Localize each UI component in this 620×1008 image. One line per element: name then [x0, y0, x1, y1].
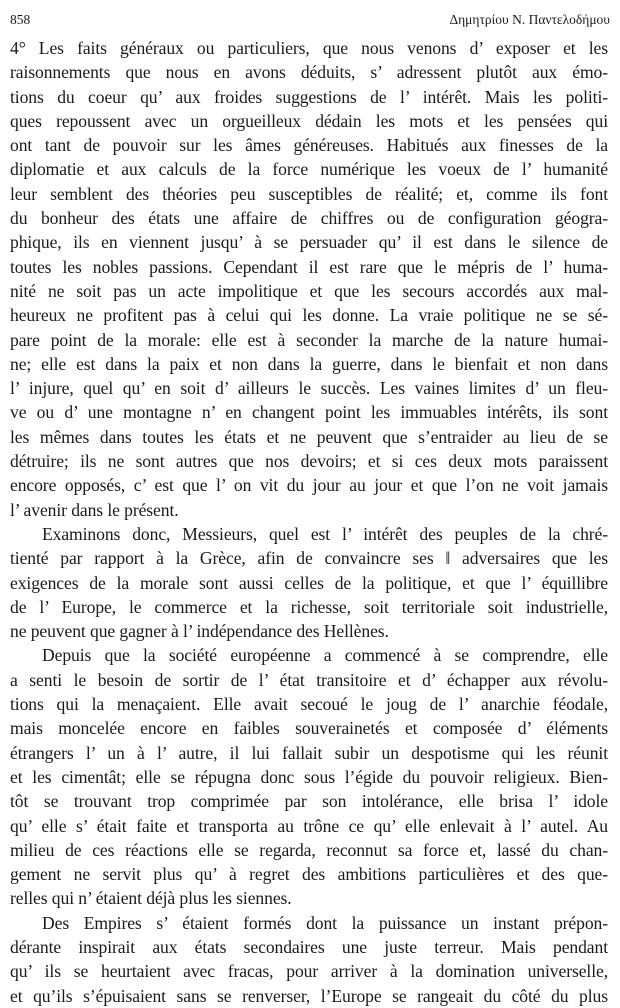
text-line-content: Des Empires s’ étaient formés dont la puissance un instant prépon- — [42, 912, 608, 933]
text-line-content: du bonheur des états une affaire de chiffres ou de configuration géogra- — [10, 208, 608, 229]
text-line — [10, 230, 608, 254]
text-line — [10, 206, 608, 230]
text-line-content: nité ne soit pas un acte impolitique et que les secours accordés aux mal- — [10, 280, 608, 301]
text-line-content: tienté par rapport à la Grèce, afin de convaincre ses ‖ adversaires que les — [10, 548, 608, 569]
text-line — [10, 522, 608, 546]
text-line — [10, 911, 608, 935]
text-line-content: ne; elle est dans la paix et non dans la guerre, dans le bienfait et non dans — [10, 353, 608, 374]
text-line — [10, 36, 608, 60]
paragraph — [10, 911, 608, 1008]
text-line-content: relles qui n’ étaient déjà plus les siennes. — [10, 888, 292, 909]
text-line-content: Depuis que la société européenne a commencé à se comprendre, elle — [42, 645, 608, 666]
paragraph — [10, 522, 608, 643]
text-line — [10, 886, 608, 910]
text-line — [10, 182, 608, 206]
text-line — [10, 449, 608, 473]
text-line — [10, 109, 608, 133]
text-line-content: qu’ elle s’ était faite et transporta au trône ce qu’ elle enlevait à l’ autel. Au — [10, 815, 608, 836]
text-line — [10, 546, 608, 570]
text-line — [10, 862, 608, 886]
text-line-content: de l’ Europe, le commerce et la richesse, soit territoriale soit industrielle, — [10, 596, 608, 617]
text-line-content: étrangers l’ un à l’ autre, il lui fallait subir un despotisme qui les réunit — [10, 742, 608, 763]
text-line — [10, 595, 608, 619]
body-text — [10, 36, 608, 1008]
text-line — [10, 352, 608, 376]
text-line-content: détruire; ils ne sont autres que nos devoirs; et si ces deux mots paraissent — [10, 451, 608, 472]
text-line-content: tions du coeur qu’ aux froides suggestions de l’ intérêt. Mais les politi- — [10, 86, 608, 107]
text-line — [10, 303, 608, 327]
text-line-content: qu’ ils se heurtaient avec fracas, pour arriver à la domination universelle, — [10, 961, 608, 982]
text-line-content: raisonnements que nous en avons déduits, s’ adressent plutôt aux émo- — [10, 62, 608, 83]
text-line-content: toutes les nobles passions. Cependant il est rare que le mépris de l’ huma- — [10, 256, 608, 277]
text-line — [10, 425, 608, 449]
text-line-content: dérante inspirait aux états secondaires une juste terreur. Mais pendant — [10, 936, 608, 957]
paragraph — [10, 643, 608, 910]
text-line — [10, 328, 608, 352]
running-head: Δημητρίου Ν. Παντελοδήμου — [449, 12, 610, 27]
text-line-content: mais moncelée encore en faibles souverainetés et composée d’ éléments — [10, 718, 608, 739]
text-line-content: gement ne servit plus qu’ à regret des ambitions particulières et des que- — [10, 864, 608, 885]
paragraph — [10, 36, 608, 522]
text-line — [10, 668, 608, 692]
text-line-content: leur semblent des théories peu susceptibles de réalité; et, comme ils font — [10, 183, 608, 204]
text-line-content: heureux ne profitent pas à celui qui les donne. La vraie politique ne se sé- — [10, 305, 608, 326]
text-line-content: phique, ils en viennent jusqu’ à se persuader qu’ il est dans le silence de — [10, 232, 608, 253]
text-line-content: et qu’ils s’épuisaient sans se renverser, l’Europe se rangeait du côté du plus — [10, 985, 608, 1006]
text-line — [10, 85, 608, 109]
text-line — [10, 716, 608, 740]
page-number: 858 — [10, 12, 31, 27]
text-line-content: Examinons donc, Messieurs, quel est l’ intérêt des peuples de la chré- — [42, 523, 608, 544]
text-line — [10, 692, 608, 716]
text-line — [10, 400, 608, 424]
text-line — [10, 157, 608, 181]
text-line — [10, 498, 608, 522]
text-line-content: tions qui la menaçaient. Elle avait secoué le joug de l’ anarchie féodale, — [10, 694, 608, 715]
text-line — [10, 741, 608, 765]
text-line-content: ne peuvent que gagner à l’ indépendance des Hellènes. — [10, 621, 389, 642]
text-line-content: ques repoussent avec un orgueilleux dédain les mots et les pensées qui — [10, 110, 608, 131]
text-line-content: les mêmes dans toutes les états et ne peuvent que s’entraider au lieu de se — [10, 426, 608, 447]
text-line-content: ont tant de pouvoir sur les âmes généreuses. Habitués aux finesses de la — [10, 135, 608, 156]
text-line — [10, 959, 608, 983]
text-line-content: 4° Les faits généraux ou particuliers, que nous venons d’ exposer et les — [10, 38, 608, 58]
text-line-content: milieu de ces réactions elle se regarda, reconnut sa force et, lassé du chan- — [10, 839, 608, 860]
text-line-content: ve ou d’ une montagne n’ en changent point les immuables intérêts, ils sont — [10, 402, 608, 423]
text-line — [10, 789, 608, 813]
text-line-content: pare point de la morale: elle est à seconder la marche de la nature humai- — [10, 329, 608, 350]
text-line-content: tôt se trouvant trop comprimée par son intolérance, elle brisa l’ idole — [10, 791, 608, 812]
page-header — [10, 10, 610, 30]
text-line — [10, 838, 608, 862]
text-line — [10, 571, 608, 595]
text-line — [10, 473, 608, 497]
text-line-content: diplomatie et aux calculs de la force numérique les voeux de l’ humanité — [10, 159, 608, 180]
text-line — [10, 814, 608, 838]
text-line-content: l’ injure, quel qu’ en soit d’ ailleurs le succès. Les vaines limites d’ un fleu- — [10, 378, 608, 399]
text-line-content: l’ avenir dans le présent. — [10, 499, 179, 520]
text-line — [10, 765, 608, 789]
text-line — [10, 376, 608, 400]
text-line — [10, 935, 608, 959]
text-line — [10, 643, 608, 667]
text-line — [10, 255, 608, 279]
text-line — [10, 619, 608, 643]
text-line-content: encore opposés, c’ est que l’ on vit du jour au jour et que l’on ne voit jamais — [10, 475, 608, 496]
text-line — [10, 984, 608, 1008]
text-line — [10, 279, 608, 303]
text-line-content: exigences de la morale sont aussi celles de la politique, et que l’ équillibre — [10, 572, 608, 593]
text-line — [10, 133, 608, 157]
text-line — [10, 60, 608, 84]
text-line-content: a senti le besoin de sortir de l’ état transitoire et d’ échapper aux révolu- — [10, 669, 608, 690]
text-line-content: et les cimentât; elle se répugna donc sous l’égide du pouvoir religieux. Bien- — [10, 766, 608, 787]
